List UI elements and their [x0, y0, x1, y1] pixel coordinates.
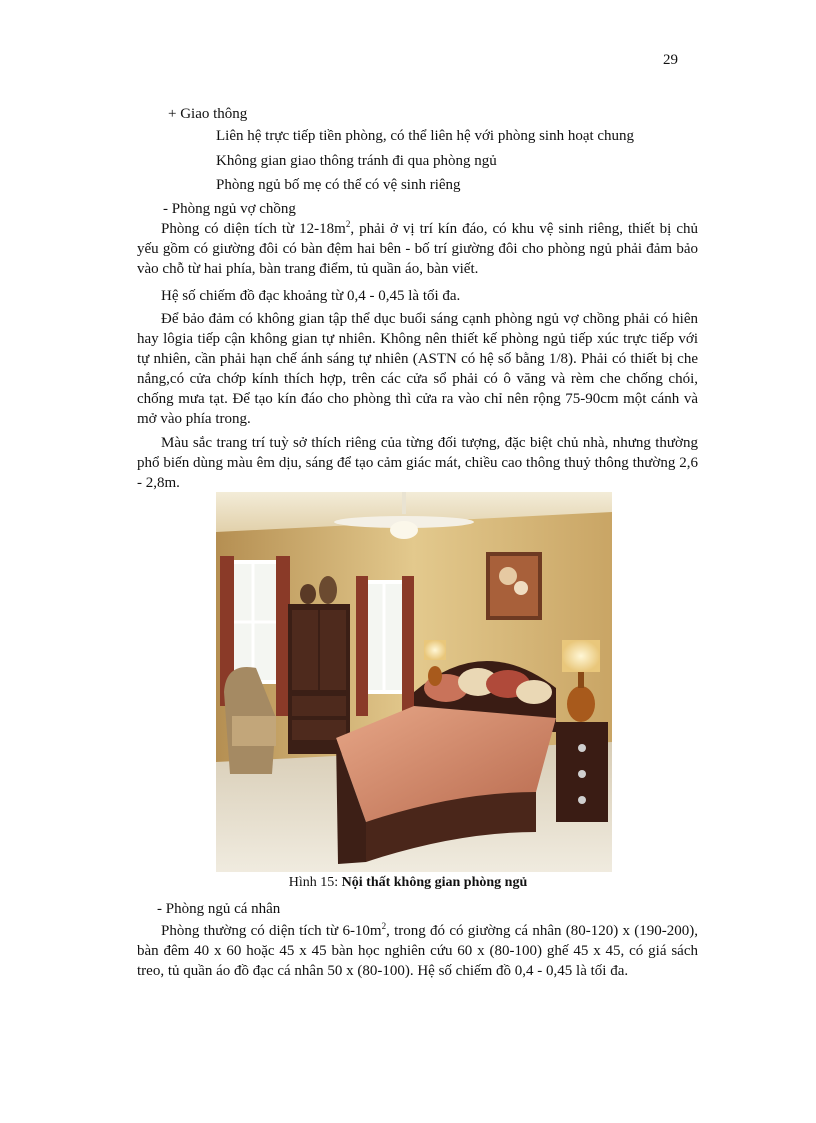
paragraph-4: Màu sắc trang trí tuỳ sở thích riêng của từng đối tượng, đặc biệt chủ nhà, nhưng thường phổ biến dùng màu êm dịu, sáng để tạo cảm giác mát, chiều cao thông thuỷ thông thường 2,6 - 2,8m. — [137, 435, 698, 491]
list-item: Không gian giao thông tránh đi qua phòng ngủ — [216, 153, 497, 169]
paragraph-5: Phòng thường có diện tích từ $6-10m^2$, trong đó có giường cá nhân (80-120) x (190-200), bàn đêm 40 x 60 hoặc 45 x 45 bàn học nghiên cứu 60 x (80-100) ghế 45 x 45, có giá sách treo, tủ quần áo đồ đạc cá nhân 50 x (80-100). Hệ số chiếm đồ 0,4 - 0,45 là tối đa. — [137, 921, 698, 979]
heading-phong-ngu-ca-nhan: - Phòng ngủ cá nhân — [157, 901, 281, 917]
paragraph-3: Để bảo đảm có không gian tập thể dục buổi sáng cạnh phòng ngủ vợ chồng phải có hiên hay lôgia tiếp cận không gian tự nhiên. Không nên thiết kế phòng ngủ tiếp xúc trực tiếp với tự nhiên, cần phải hạn chế ánh sáng tự nhiên (ASTN có hệ số bằng 1/8). Phải có thiết bị che nắng,có cửa chớp kính thích hợp, trên các cửa sổ phải có ô văng và rèm che chống chói, chống mưa tạt. Để tạo kín đáo cho phòng thì cửa ra vào chỉ nên rộng 75-90cm một cánh và mở vào phía trong. — [137, 311, 698, 427]
heading-phong-ngu-vo-chong: - Phòng ngủ vợ chồng — [163, 201, 296, 217]
page-number: 29 — [663, 52, 678, 68]
paragraph-1: Phòng có diện tích từ $12-18m^2$, phải ở vị trí kín đáo, có khu vệ sinh riêng, thiết bị chủ yếu gồm có giường đôi có bàn đệm hai bên - bố trí giường đôi cho phòng ngủ phải đảm bảo vào chỗ từ hai phía, bàn trang điểm, tủ quần áo, bàn viết. — [137, 219, 698, 277]
list-item: Liên hệ trực tiếp tiền phòng, có thể liên hệ với phòng sinh hoạt chung — [216, 128, 635, 144]
figure-caption: Hình 15: Nội thất không gian phòng ngủ — [288, 875, 528, 890]
list-item: Phòng ngủ bố mẹ có thể có vệ sinh riêng — [216, 177, 461, 193]
heading-giao-thong: + Giao thông — [168, 106, 248, 122]
bedroom-photo — [216, 492, 612, 872]
paragraph-2: Hệ số chiếm đồ đạc khoảng từ 0,4 - 0,45 là tối đa. — [161, 288, 461, 304]
